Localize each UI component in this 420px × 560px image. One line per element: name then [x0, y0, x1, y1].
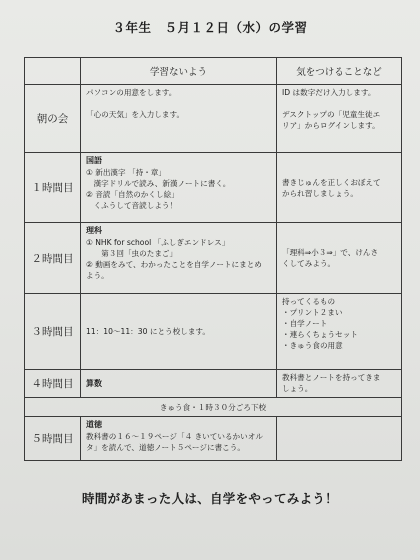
lunch-dismissal-row: きゅう食・１時３０分ごろ下校 [25, 398, 402, 417]
row-period-3 [25, 294, 402, 370]
notes-line: くしてみよう。 [282, 259, 336, 268]
content-period-4 [81, 370, 277, 398]
period-4: ４時間目 [25, 370, 81, 398]
content-line: 漢字ドリルで読み、新漢ノートに書く。 [86, 178, 231, 188]
page-title: ３年生 ５月１２日（水）の学習 [112, 20, 308, 35]
subject-label: 国語 [86, 156, 102, 165]
content-line: よう。 [86, 270, 109, 280]
notes-line: 教科書とノートを持ってきま [282, 373, 381, 382]
notes-line: ・連らくちょうセット [282, 330, 358, 339]
notes-period-3 [277, 294, 402, 370]
header-row [25, 58, 402, 85]
content-line: 第３回「虫のたまご」 [86, 248, 178, 258]
row-period-4 [25, 370, 402, 398]
notes-line: リア」からログインします。 [282, 121, 380, 130]
notes-morning [277, 85, 402, 153]
notes-line [282, 98, 396, 109]
content-line: パソコンの用意をします。 [86, 88, 177, 97]
notes-period-5 [277, 417, 402, 461]
content-morning [81, 85, 277, 153]
content-line: 11：10～11：30 にとう校します。 [86, 327, 210, 336]
notes-line: デスクトップの「児童生徒エ [282, 110, 381, 119]
notes-line: ID は数字だけ入力します。 [282, 88, 376, 97]
row-morning [25, 85, 402, 153]
content-period-5 [81, 417, 277, 461]
content-line: ① 新出漢字 「持・章」 [86, 167, 166, 177]
notes-line: かられ習しましょう。 [282, 188, 358, 198]
subject-label: 道徳 [86, 420, 102, 429]
header-notes: 気をつけることなど [277, 58, 402, 85]
notes-line: 持ってくるもの [282, 297, 336, 306]
content-period-2 [81, 223, 277, 294]
content-line: 教科書の１６～１９ページ「４ きいているかいオル [86, 431, 263, 441]
notes-line: ・きゅう食の用意 [282, 341, 343, 350]
period-1: １時間目 [25, 153, 81, 223]
notes-line: 「理科⇒小３⇒」で、けんさ [282, 248, 379, 257]
notes-line: ・自学ノート [282, 319, 328, 328]
header-period [25, 58, 81, 85]
notes-line: 書きじゅんを正しくおぼえて [282, 177, 381, 187]
notes-line: しょう。 [282, 384, 313, 393]
notes-period-2 [277, 223, 402, 294]
subject-label: 算数 [86, 378, 102, 388]
period-morning: 朝の会 [25, 85, 81, 153]
footer-message: 時間があまった人は、自学をやってみよう！ [81, 491, 338, 506]
row-period-1 [25, 153, 402, 223]
row-period-5 [25, 417, 402, 461]
row-lunch [25, 398, 402, 417]
content-line: くふうして音読しよう！ [86, 200, 178, 210]
content-line: ② 音読「自然のかくし絵」 [86, 189, 179, 199]
header-content: 学習ないよう [81, 58, 277, 85]
notes-line: ・プリント２まい [282, 308, 343, 317]
period-3: ３時間目 [25, 294, 81, 370]
row-period-2 [25, 223, 402, 294]
content-line: タ」を読んで、道徳ノート５ページに書こう。 [86, 442, 245, 452]
content-line: ① NHK for school 「ふしぎエンドレス」 [86, 237, 230, 247]
content-line: 「心の天気」を入力します。 [86, 110, 185, 119]
notes-period-4 [277, 370, 402, 398]
schedule-table [24, 57, 402, 461]
period-2: ２時間目 [25, 223, 81, 294]
content-period-3 [81, 294, 277, 370]
content-period-1 [81, 153, 277, 223]
content-line [86, 98, 271, 109]
period-5: ５時間目 [25, 417, 81, 461]
notes-period-1 [277, 153, 402, 223]
content-line: ② 動画をみて、わかったことを自学ノートにまとめ [86, 259, 262, 269]
subject-label: 理科 [86, 226, 102, 235]
